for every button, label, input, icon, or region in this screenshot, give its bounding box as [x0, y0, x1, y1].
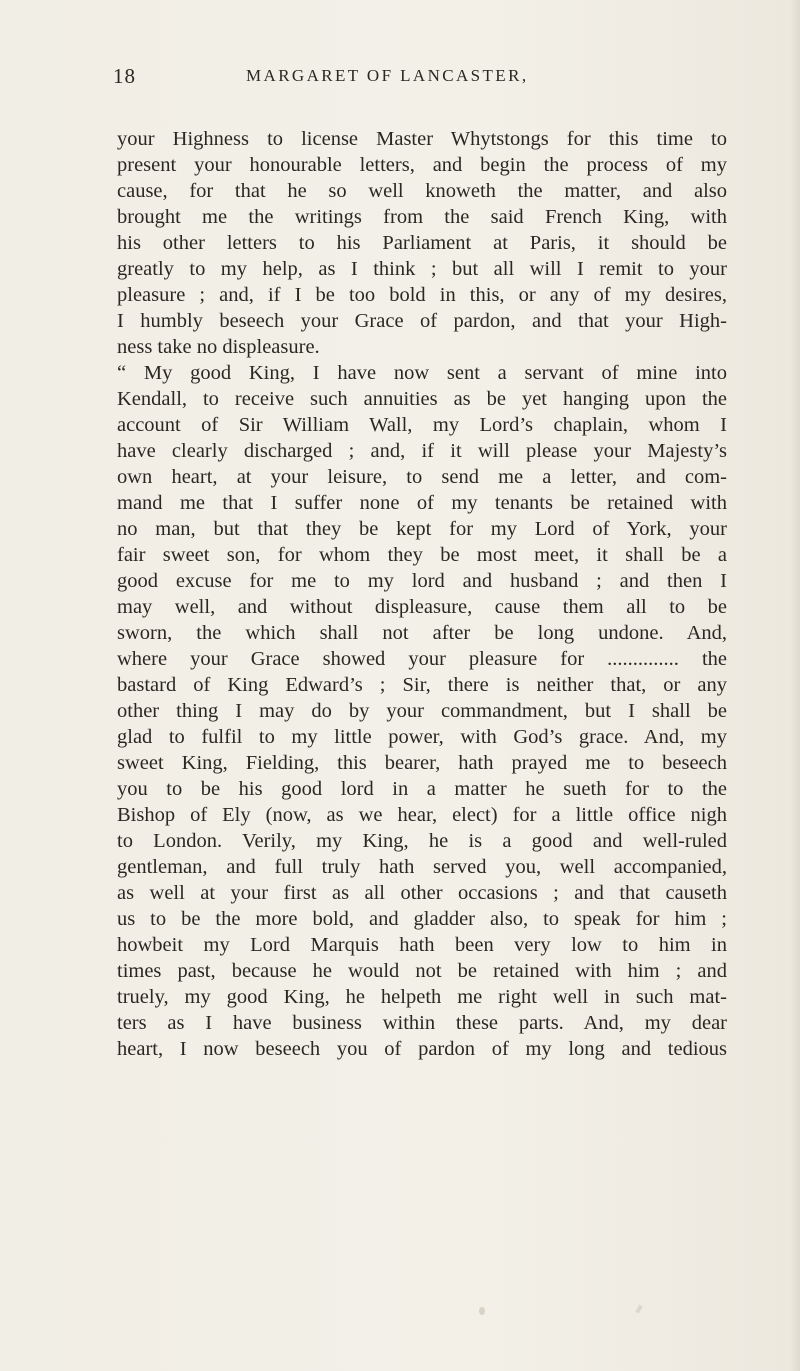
text-line: pleasure ; and, if I be too bold in this, or any of my desires,	[117, 284, 727, 306]
text-line: may well, and without displeasure, cause them all to be	[117, 596, 727, 618]
text-line: no man, but that they be kept for my Lord of York, your	[117, 518, 727, 540]
text-line: his other letters to his Parliament at Paris, it should be	[117, 232, 727, 254]
text-line: brought me the writings from the said French King, with	[117, 206, 727, 228]
text-line: gentleman, and full truly hath served you, well accompanied,	[117, 856, 727, 878]
body-text	[117, 126, 727, 1062]
text-line: your Highness to license Master Whytstongs for this time to	[117, 128, 727, 150]
text-line: ters as I have business within these parts. And, my dear	[117, 1012, 727, 1034]
text-line: howbeit my Lord Marquis hath been very low to him in	[117, 934, 727, 956]
text-line: have clearly discharged ; and, if it will please your Majesty’s	[117, 440, 727, 462]
page-edge-shadow	[790, 0, 800, 1371]
text-line: present your honourable letters, and begin the process of my	[117, 154, 727, 176]
running-title: MARGARET OF LANCASTER,	[246, 66, 529, 85]
text-line: greatly to my help, as I think ; but all will I remit to your	[117, 258, 727, 280]
text-line: other thing I may do by your commandment, but I shall be	[117, 700, 727, 722]
text-line: cause, for that he so well knoweth the matter, and also	[117, 180, 727, 202]
text-line: Kendall, to receive such annuities as be yet hanging upon the	[117, 388, 727, 410]
text-line: I humbly beseech your Grace of pardon, and that your High-	[117, 310, 727, 332]
text-line: account of Sir William Wall, my Lord’s chaplain, whom I	[117, 414, 727, 436]
text-line: glad to fulfil to my little power, with God’s grace. And, my	[117, 726, 727, 748]
page-number: 18	[113, 64, 136, 88]
text-line: truely, my good King, he helpeth me right well in such mat-	[117, 986, 727, 1008]
text-line: where your Grace showed your pleasure for .............. the	[117, 648, 727, 670]
running-head	[0, 64, 800, 92]
text-line: “ My good King, I have now sent a servant of mine into	[117, 362, 727, 384]
text-line: mand me that I suffer none of my tenants be retained with	[117, 492, 727, 514]
text-line: sweet King, Fielding, this bearer, hath prayed me to beseech	[117, 752, 727, 774]
text-line: heart, I now beseech you of pardon of my long and tedious	[117, 1038, 727, 1060]
text-line: fair sweet son, for whom they be most meet, it shall be a	[117, 544, 727, 566]
text-line: as well at your first as all other occasions ; and that causeth	[117, 882, 727, 904]
text-line: ness take no displeasure.	[117, 336, 320, 358]
text-line: own heart, at your leisure, to send me a letter, and com-	[117, 466, 727, 488]
text-line: good excuse for me to my lord and husband ; and then I	[117, 570, 727, 592]
text-line: sworn, the which shall not after be long undone. And,	[117, 622, 727, 644]
paper-speck	[635, 1305, 642, 1314]
paper-speck	[479, 1307, 485, 1315]
text-line: us to be the more bold, and gladder also, to speak for him ;	[117, 908, 727, 930]
text-line: to London. Verily, my King, he is a good and well-ruled	[117, 830, 727, 852]
text-line: Bishop of Ely (now, as we hear, elect) for a little office nigh	[117, 804, 727, 826]
text-line: bastard of King Edward’s ; Sir, there is neither that, or any	[117, 674, 727, 696]
text-line: times past, because he would not be retained with him ; and	[117, 960, 727, 982]
text-line: you to be his good lord in a matter he sueth for to the	[117, 778, 727, 800]
